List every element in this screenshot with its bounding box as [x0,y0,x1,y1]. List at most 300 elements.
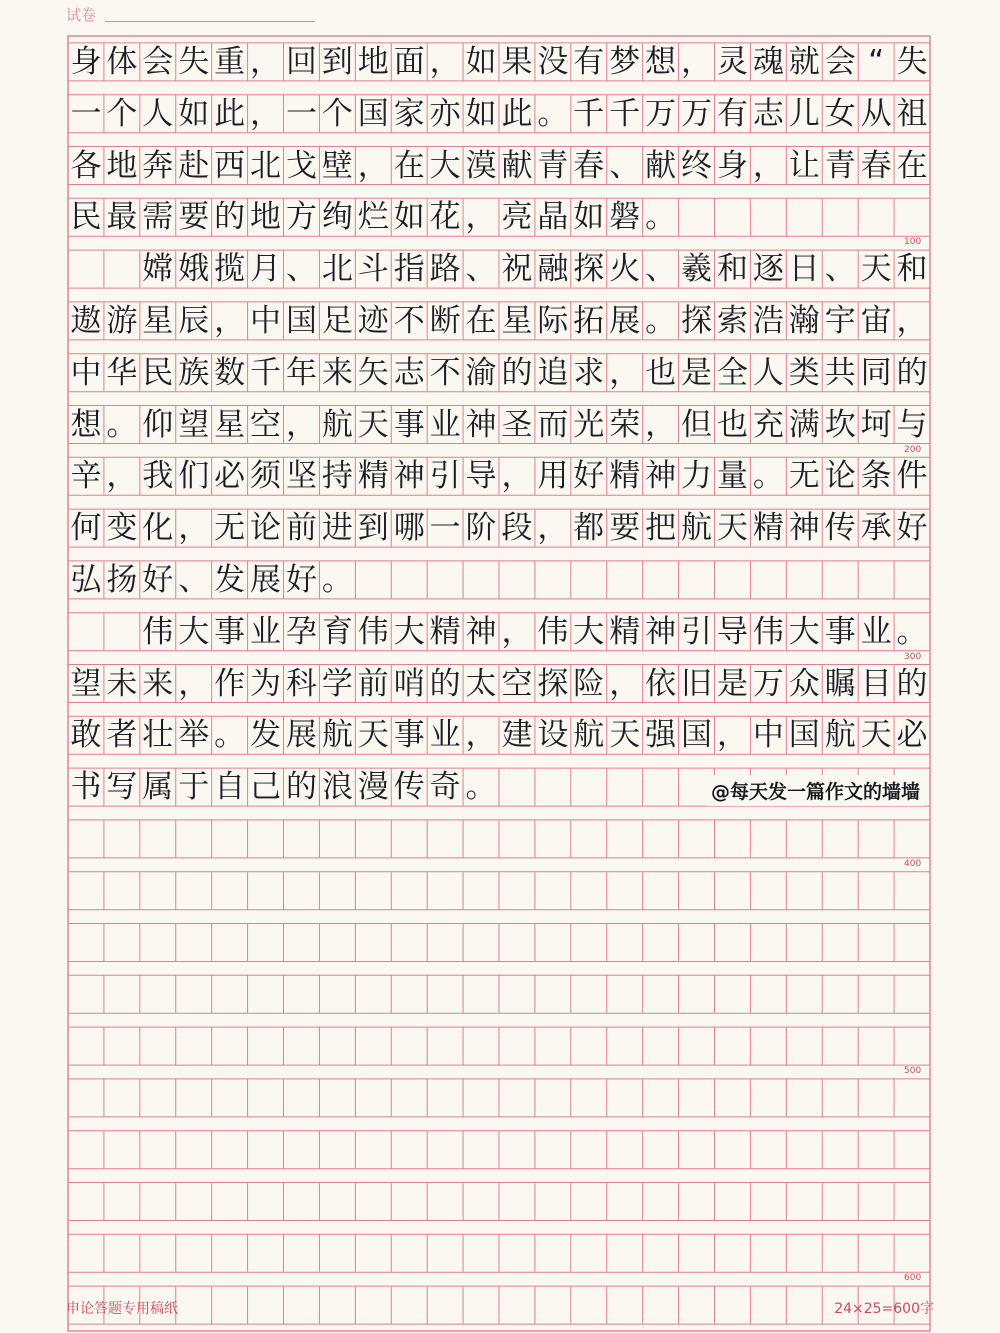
essay-char: 望 [178,406,210,443]
essay-char: 传 [824,510,856,547]
essay-char: 大 [429,147,461,184]
essay-char: 中 [752,717,784,754]
essay-char: 来 [321,354,353,391]
essay-char: 儿 [788,95,820,132]
essay-char: 追 [537,354,569,391]
essay-char: 但 [681,406,713,443]
essay-char: 春 [573,147,605,184]
essay-char: 件 [896,458,928,495]
essay-char: 亮 [501,199,533,236]
essay-char: 展 [285,717,317,754]
essay-char: 漫 [357,769,389,806]
essay-char: 万 [645,95,677,132]
essay-char: 与 [896,406,928,443]
essay-char: 献 [501,147,533,184]
essay-char: 空 [250,406,282,443]
essay-char: 浩 [752,302,784,339]
essay-char: 魂 [752,43,784,80]
essay-char: 嫦 [142,251,174,288]
essay-char: 会 [142,43,174,80]
essay-char: 需 [142,199,174,236]
essay-char: 天 [357,406,389,443]
essay-char: 来 [142,665,174,702]
essay-char: 不 [393,302,425,339]
essay-char: 一 [70,95,102,132]
essay-char: 融 [537,251,569,288]
essay-char: 要 [609,510,641,547]
essay-char: 个 [106,95,138,132]
essay-char: 是 [716,665,748,702]
sheet-title: 申论答题专用稿纸 [66,1301,178,1317]
essay-char: 量 [716,458,748,495]
essay-char: 神 [465,406,497,443]
essay-char: 也 [716,406,748,443]
essay-char: 日 [788,251,820,288]
essay-char: 中 [70,354,102,391]
essay-char: 书 [70,769,102,806]
essay-char: 航 [681,510,713,547]
essay-char: 航 [321,406,353,443]
essay-char: 自 [214,769,246,806]
essay-char: 望 [70,665,102,702]
essay-char: 精 [609,458,641,495]
essay-char: 。 [465,769,497,806]
essay-char: 国 [681,717,713,754]
essay-char: 敢 [70,717,102,754]
essay-char: ， [250,43,282,80]
essay-char: 际 [537,302,569,339]
essay-char: 写 [106,769,138,806]
essay-char: 大 [393,613,425,650]
essay-char: 坎 [824,406,856,443]
essay-char: 各 [70,147,102,184]
essay-char: 坷 [860,406,892,443]
essay-char: 华 [106,354,138,391]
count-mark: 400 [904,858,922,869]
essay-char: ， [178,510,210,547]
essay-char: 育 [321,613,353,650]
essay-char: 要 [178,199,210,236]
essay-char: 渝 [465,354,497,391]
essay-char: 于 [178,769,210,806]
essay-char: 神 [465,613,497,650]
essay-char: 神 [788,510,820,547]
essay-char: 志 [393,354,425,391]
essay-char: 壁 [321,147,353,184]
essay-char: ， [716,717,748,754]
essay-char: 好 [285,561,317,598]
essay-char: 最 [106,199,138,236]
count-mark: 100 [904,237,922,248]
essay-char: 从 [860,95,892,132]
essay-char: 的 [429,665,461,702]
essay-char: ， [429,43,461,80]
essay-char: 晶 [537,199,569,236]
essay-char: 西 [214,147,246,184]
essay-char: ， [501,613,533,650]
essay-char: 进 [321,510,353,547]
essay-char: 族 [178,354,210,391]
essay-char: 国 [357,95,389,132]
grid-spec: 24×25=600字 [834,1301,934,1317]
essay-char: 化 [142,510,174,547]
essay-char: 天 [609,717,641,754]
essay-char: 必 [896,717,928,754]
essay-char: 好 [573,458,605,495]
essay-char: 献 [645,147,677,184]
count-mark: 200 [904,444,922,455]
essay-char: 年 [285,354,317,391]
essay-char: 论 [250,510,282,547]
essay-char: 迹 [357,302,389,339]
essay-char: 探 [537,665,569,702]
essay-char: 一 [429,510,461,547]
essay-char: ， [681,43,713,80]
essay-char: ， [465,199,497,236]
essay-char: 民 [142,354,174,391]
essay-char: 终 [681,147,713,184]
essay-char: 漠 [465,147,497,184]
essay-char: 伟 [752,613,784,650]
essay-char: 条 [860,458,892,495]
essay-char: 依 [645,665,677,702]
essay-char: ， [357,147,389,184]
essay-char: 足 [321,302,353,339]
essay-char: 类 [788,354,820,391]
essay-char: 失 [896,43,928,80]
essay-char: 传 [393,769,425,806]
essay-char: 、 [645,251,677,288]
essay-char: 光 [573,406,605,443]
essay-char: ， [537,510,569,547]
essay-char: 万 [681,95,713,132]
essay-char: 会 [824,43,856,80]
essay-char: 同 [860,354,892,391]
essay-char: 者 [106,717,138,754]
essay-char: 前 [357,665,389,702]
essay-char: 游 [106,302,138,339]
essay-char: 论 [824,458,856,495]
essay-char: 瞩 [824,665,856,702]
essay-char: ， [178,665,210,702]
essay-char: 如 [393,199,425,236]
essay-char: 北 [250,147,282,184]
essay-char: 业 [429,406,461,443]
essay-char: 星 [214,406,246,443]
essay-char: 变 [106,510,138,547]
essay-char: 引 [429,458,461,495]
essay-char: 一 [285,95,317,132]
essay-char: 揽 [214,251,246,288]
essay-char: 好 [142,561,174,598]
essay-char: 业 [429,717,461,754]
essay-char: 的 [214,199,246,236]
essay-char: 导 [716,613,748,650]
essay-char: ， [645,406,677,443]
essay-char: 不 [429,354,461,391]
essay-char: 事 [824,613,856,650]
essay-char: 烂 [357,199,389,236]
count-mark: 500 [904,1066,922,1077]
essay-char: 指 [393,251,425,288]
essay-char: 建 [501,717,533,754]
essay-char: 人 [142,95,174,132]
essay-char: 。 [214,717,246,754]
essay-char: 亦 [429,95,461,132]
essay-char: 的 [896,665,928,702]
essay-char: 圣 [501,406,533,443]
essay-char: 必 [214,458,246,495]
essay-char: ， [214,302,246,339]
essay-char: 业 [250,613,282,650]
essay-char: ， [250,95,282,132]
essay-char: 月 [250,251,282,288]
essay-char: 的 [896,354,928,391]
essay-char: 、 [824,251,856,288]
essay-char: 何 [70,510,102,547]
essay-char: 力 [681,458,713,495]
essay-char: 旧 [681,665,713,702]
essay-char: 设 [537,717,569,754]
essay-char: 是 [681,354,713,391]
essay-char: 奔 [142,147,174,184]
essay-char: 火 [609,251,641,288]
essay-char: 扬 [106,561,138,598]
essay-char: 都 [573,510,605,547]
essay-char: 神 [645,458,677,495]
essay-char: 。 [537,95,569,132]
essay-char: ， [501,458,533,495]
essay-char: 北 [321,251,353,288]
essay-char: 作 [214,665,246,702]
essay-char: 中 [250,302,282,339]
essay-char: 持 [321,458,353,495]
essay-char: 探 [573,251,605,288]
essay-char: 此 [501,95,533,132]
essay-char: 探 [681,302,713,339]
essay-char: 无 [214,510,246,547]
essay-char: 羲 [681,251,713,288]
author-watermark: @每天发一篇作文的墙墙 [707,775,924,806]
essay-char: 险 [573,665,605,702]
essay-char: 神 [393,458,425,495]
essay-char: 志 [752,95,784,132]
essay-char: 千 [573,95,605,132]
essay-char: 未 [106,665,138,702]
essay-char: ， [106,458,138,495]
essay-char: 千 [250,354,282,391]
essay-char: 遨 [70,302,102,339]
essay-char: 灵 [716,43,748,80]
essay-char: 想 [645,43,677,80]
essay-char: 果 [501,43,533,80]
essay-char: 就 [788,43,820,80]
essay-char: 在 [465,302,497,339]
essay-char: 大 [788,613,820,650]
essay-char: 没 [537,43,569,80]
essay-char: 发 [250,717,282,754]
essay-char: 众 [788,665,820,702]
essay-char: 伟 [537,613,569,650]
essay-char: 方 [285,199,317,236]
essay-char: 阶 [465,510,497,547]
essay-char: 青 [824,147,856,184]
essay-char: 有 [573,43,605,80]
essay-char: ， [609,354,641,391]
essay-char: 地 [250,199,282,236]
essay-char: 、 [609,147,641,184]
essay-char: 民 [70,199,102,236]
essay-char: 伟 [357,613,389,650]
essay-char: 绚 [321,199,353,236]
essay-char: 矢 [357,354,389,391]
essay-char: 的 [501,354,533,391]
essay-char: 、 [285,251,317,288]
essay-char: 星 [142,302,174,339]
essay-char: 家 [393,95,425,132]
essay-char: 让 [788,147,820,184]
essay-char: 大 [573,613,605,650]
essay-char: 失 [178,43,210,80]
essay-char: 体 [106,43,138,80]
essay-char: 学 [321,665,353,702]
essay-char: 到 [321,43,353,80]
essay-char: 而 [537,406,569,443]
essay-char: “ [868,43,885,80]
essay-char: 须 [250,458,282,495]
essay-char: 壮 [142,717,174,754]
essay-char: 满 [788,406,820,443]
essay-char: 、 [178,561,210,598]
essay-char: 事 [214,613,246,650]
essay-char: 国 [285,302,317,339]
essay-char: 斗 [357,251,389,288]
essay-char: 把 [645,510,677,547]
essay-char: 此 [214,95,246,132]
essay-char: 展 [609,302,641,339]
essay-char: 如 [178,95,210,132]
essay-char: 事 [393,717,425,754]
essay-char: 有 [716,95,748,132]
essay-char: 个 [321,95,353,132]
essay-char: 荣 [609,406,641,443]
essay-char: 地 [357,43,389,80]
essay-char: 身 [716,147,748,184]
essay-char: 大 [178,613,210,650]
essay-char: 娥 [178,251,210,288]
essay-char: 强 [645,717,677,754]
essay-char: 面 [393,43,425,80]
essay-char: 精 [357,458,389,495]
essay-char: 的 [285,769,317,806]
essay-char: 发 [214,561,246,598]
essay-char: 仰 [142,406,174,443]
essay-char: 浪 [321,769,353,806]
essay-char: 用 [537,458,569,495]
essay-char: 断 [429,302,461,339]
essay-char: 女 [824,95,856,132]
essay-char: 路 [429,251,461,288]
essay-char: 我 [142,458,174,495]
essay-char: 地 [106,147,138,184]
essay-char: 引 [681,613,713,650]
essay-char: 梦 [609,43,641,80]
essay-char: 到 [357,510,389,547]
essay-char: 星 [501,302,533,339]
essay-char: 哪 [393,510,425,547]
essay-char: 祖 [896,95,928,132]
essay-char: 段 [501,510,533,547]
essay-char: 数 [214,354,246,391]
essay-char: 们 [178,458,210,495]
essay-char: 己 [250,769,282,806]
essay-char: 业 [860,613,892,650]
essay-char: 磐 [609,199,641,236]
essay-char: 承 [860,510,892,547]
essay-char: ， [609,665,641,702]
essay-char: 好 [896,510,928,547]
essay-char: 在 [896,147,928,184]
essay-char: 孕 [285,613,317,650]
essay-char: 。 [321,561,353,598]
essay-char: 赴 [178,147,210,184]
essay-char: 求 [573,354,605,391]
essay-char: 如 [465,43,497,80]
essay-char: 天 [860,717,892,754]
essay-char: 人 [752,354,784,391]
essay-char: 科 [285,665,317,702]
essay-char: 如 [465,95,497,132]
essay-char: 宙 [860,302,892,339]
essay-char: 太 [465,665,497,702]
essay-char: 。 [896,613,928,650]
essay-char: ， [752,147,784,184]
essay-char: 属 [142,769,174,806]
essay-char: 和 [716,251,748,288]
count-mark: 600 [904,1273,922,1284]
essay-char: 航 [573,717,605,754]
essay-char: 弘 [70,561,102,598]
essay-char: 展 [250,561,282,598]
essay-char: 千 [609,95,641,132]
essay-char: 索 [716,302,748,339]
essay-char: 全 [716,354,748,391]
essay-char: 国 [788,717,820,754]
essay-char: 。 [752,458,784,495]
essay-char: 天 [357,717,389,754]
essay-char: 充 [752,406,784,443]
essay-char: 航 [321,717,353,754]
essay-char: 回 [285,43,317,80]
essay-char: 想 [70,406,102,443]
essay-char: 无 [788,458,820,495]
essay-char: 也 [645,354,677,391]
essay-char: 拓 [573,302,605,339]
essay-char: 为 [250,665,282,702]
essay-char: ， [465,717,497,754]
essay-char: 逐 [752,251,784,288]
essay-char: 空 [501,665,533,702]
essay-char: 共 [824,354,856,391]
essay-char: 伟 [142,613,174,650]
essay-char: 奇 [429,769,461,806]
essay-char: 重 [214,43,246,80]
essay-char: 天 [716,510,748,547]
essay-char: ， [285,406,317,443]
essay-char: 如 [573,199,605,236]
essay-char: 。 [645,302,677,339]
essay-char: 事 [393,406,425,443]
